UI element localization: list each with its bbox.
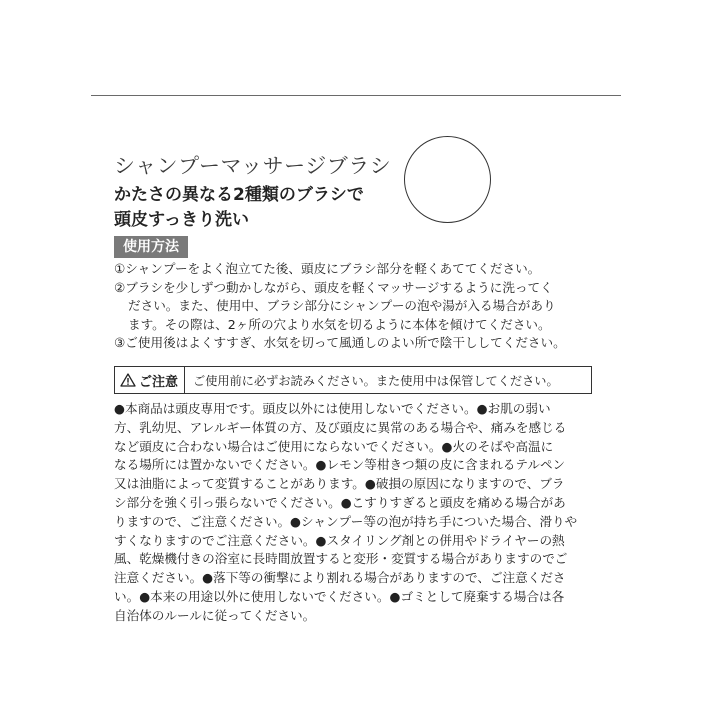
caution-notes	[114, 400, 600, 626]
caution-label-cell	[115, 367, 185, 393]
usage-instructions	[114, 260, 600, 353]
notes-line: 注意ください。●落下等の衝撃により割れる場合がありますので、ご注意くださ	[114, 570, 566, 586]
notes-line: 又は油脂によって変質することがあります。●破損の原因になりますので、ブラ	[114, 476, 565, 492]
notes-line: ●本商品は頭皮専用です。頭皮以外には使用しないでください。●お肌の弱い	[114, 401, 551, 416]
notes-line: 自治体のルールに従ってください。	[114, 607, 316, 623]
notes-line: なる場所には置かないでください。●レモン等柑きつ類の皮に含まれるテルペン	[114, 457, 566, 473]
circle-outline	[404, 136, 491, 223]
caution-box	[114, 366, 592, 394]
usage-heading: 使用方法	[114, 236, 188, 258]
usage-step-3: ③ご使用後はよくすすぎ、水気を切って風通しのよい所で陰干ししてください。	[114, 335, 566, 350]
caution-label: ご注意	[139, 374, 179, 390]
notes-line: い。●本来の用途以外に使用しないでください。●ゴミとして廃棄する場合は各	[114, 588, 565, 604]
notes-line: すくなりますのでご注意ください。●スタイリング剤との併用やドライヤーの熱	[114, 532, 565, 548]
notes-line: シ部分を強く引っ張らないでください。●こすりすぎると頭皮を痛める場合があ	[114, 494, 566, 510]
caution-text: ご使用前に必ずお読みください。また使用中は保管してください。	[193, 373, 559, 388]
tagline-line: かたさの異なる2種類のブラシで	[114, 185, 364, 205]
notes-line: りますので、ご注意ください。●シャンプー等の泡が持ち手についた場合、滑りや	[114, 513, 578, 529]
usage-step-2-cont: ださい。また、使用中、ブラシ部分にシャンプーの泡や湯が入る場合があり	[128, 298, 556, 313]
usage-step-2: ②ブラシを少しずつ動かしながら、頭皮を軽くマッサージするように洗ってく	[114, 279, 553, 295]
usage-step-2-cont: ます。その際は、2ヶ所の穴より水気を切るように本体を傾けてください。	[128, 316, 551, 332]
top-divider	[91, 95, 621, 96]
warning-triangle-icon	[120, 373, 136, 387]
notes-line: など頭皮に合わない場合はご使用にならないでください。●火のそばや高温に	[114, 438, 554, 454]
notes-line: 風、乾燥機付きの浴室に長時間放置すると変形・変質する場合がありますのでご	[114, 551, 568, 567]
tagline	[114, 183, 364, 233]
notes-line: 方、乳幼児、アレルギー体質の方、及び頭皮に異常のある場合や、痛みを感じる	[114, 419, 567, 435]
tagline-line: 頭皮すっきり洗い	[114, 210, 249, 230]
product-name: シャンプーマッサージブラシ	[114, 154, 392, 178]
usage-step-1: ①シャンプーをよく泡立てた後、頭皮にブラシ部分を軽くあててください。	[114, 261, 541, 276]
